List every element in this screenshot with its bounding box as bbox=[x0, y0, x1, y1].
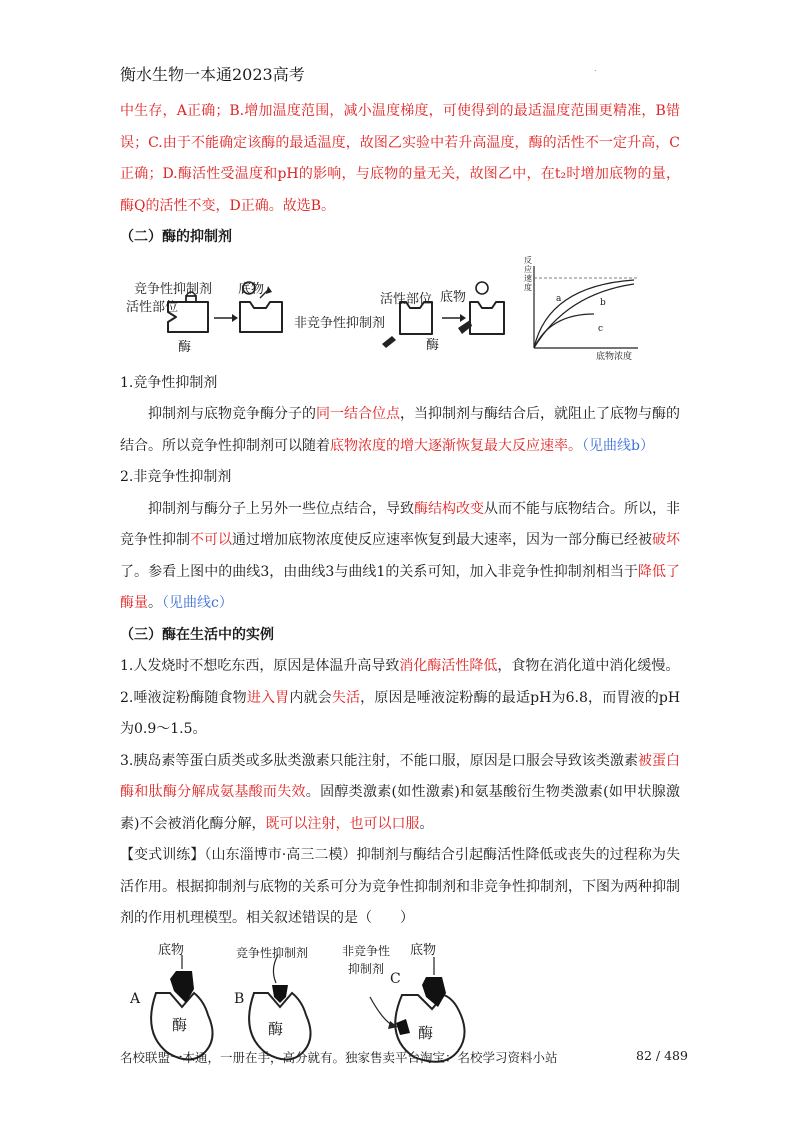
fig2-competitive: 竞争性抑制剂 bbox=[236, 945, 309, 960]
example-3: 3.胰岛素等蛋白质类或多肽类激素只能注射，不能口服，原因是口服会导致该类激素被蛋白酶和肽酶分解成氨基酸而失效。固醇类激素(如性激素)和氨基酸衍生物类激素(如甲状腺激素)不会被消化酶分解，既可以注射，也可以口服。 bbox=[120, 752, 681, 832]
graph-curve-b-label: b bbox=[600, 297, 606, 308]
intro-paragraph: 中生存，A正确；B.增加温度范围，减小温度梯度，可使得到的最适温度范围更精准，B错误；C.由于不能确定该酶的最适温度，故图乙实验中若升高温度，酶的活性不一定升高，C正确；D.酶活性受温度和pH的影响，与底物的量无关，故图乙中，在t₂时增加底物的量，酶Q的活性不变，D正确。故选B。 bbox=[120, 103, 680, 214]
item2-title: 2.非竞争性抑制剂 bbox=[120, 469, 232, 485]
fig2-noncompetitive-l2: 抑制剂 bbox=[348, 961, 385, 976]
noncompetitive-inhibitor-c-shape bbox=[396, 1019, 410, 1035]
graph-y-label: 反应速度 bbox=[524, 255, 532, 292]
graph-curve-a-label: a bbox=[556, 293, 562, 304]
fig1-active-site2-label: 活性部位 bbox=[380, 291, 433, 307]
inhibitor-diagram bbox=[120, 256, 680, 364]
substrate-shape-2 bbox=[476, 282, 488, 294]
example-2: 2.唾液淀粉酶随食物进入胃内就会失活，原因是唾液淀粉酶的最适pH为6.8，而胃液的pH为0.9～1.5。 bbox=[120, 689, 681, 737]
fig1-enzyme-label: 酶 bbox=[178, 339, 192, 355]
fig2-noncompetitive-l1: 非竞争性 bbox=[342, 943, 391, 958]
fig2-enzyme-a: 酶 bbox=[172, 1015, 188, 1034]
graph-x-label: 底物浓度 bbox=[596, 351, 633, 362]
section2-heading: （二）酶的抑制剂 bbox=[120, 229, 232, 245]
item1-paragraph: 抑制剂与底物竞争酶分子的同一结合位点，当抑制剂与酶结合后，就阻止了底物与酶的结合。所以竞争性抑制剂可以随着底物浓度的增大逐渐恢复最大反应速率。（见曲线b） bbox=[120, 406, 680, 454]
enzyme-shape-2 bbox=[240, 302, 282, 332]
page-number: 82 / 489 bbox=[636, 1048, 688, 1063]
section3-heading: （三）酶在生活中的实例 bbox=[120, 626, 274, 643]
fig1-noncompetitive-label: 非竞争性抑制剂 bbox=[294, 315, 386, 331]
fig1-competitive-label: 竞争性抑制剂 bbox=[134, 281, 213, 297]
header-dot: . bbox=[594, 64, 597, 73]
page-header: 衡水生物一本通2023高考 bbox=[120, 65, 305, 84]
fig1-enzyme2-label: 酶 bbox=[426, 337, 440, 353]
enzyme-shape-4 bbox=[470, 302, 504, 334]
noncompetitive-inhibitor-shape bbox=[382, 336, 396, 348]
inhibitor-figure bbox=[120, 256, 680, 364]
page-footer: 名校联盟一本通，一册在手，高分就有。独家售卖平台淘宝：名校学习资料小站 bbox=[120, 1050, 558, 1065]
fig2-enzyme-c: 酶 bbox=[418, 1023, 434, 1042]
curve-c-path bbox=[534, 314, 594, 348]
exercise-paragraph: 【变式训练】（山东淄博市·高三二模）抑制剂与酶结合引起酶活性降低或丧失的过程称为失活作用。根据抑制剂与底物的关系可分为竞争性抑制剂和非竞争性抑制剂，下图为两种抑制剂的作用机理模型。相关叙述错误的是（ ） bbox=[120, 847, 680, 926]
item1-title: 1.竞争性抑制剂 bbox=[120, 374, 218, 391]
fig1-active-site-label: 活性部位 bbox=[126, 299, 179, 315]
main-content bbox=[120, 96, 680, 1071]
fig2-substrate-a: 底物 bbox=[158, 942, 185, 958]
fig2-substrate-c: 底物 bbox=[410, 942, 437, 958]
fig2-label-a: A bbox=[130, 990, 141, 1007]
fig2-label-b: B bbox=[234, 990, 245, 1007]
item2-paragraph: 抑制剂与酶分子上另外一些位点结合，导致酶结构改变从而不能与底物结合。所以，非竞争性抑制不可以通过增加底物浓度使反应速率恢复到最大速率，因为一部分酶已经被破坏了。参看上图中的曲线3，由曲线3与曲线1的关系可知，加入非竞争性抑制剂相当于降低了酶量。（见曲线c） bbox=[120, 500, 680, 611]
fig2-enzyme-b: 酶 bbox=[268, 1019, 284, 1038]
fig2-label-c: C bbox=[390, 970, 401, 987]
fig1-substrate-label: 底物 bbox=[238, 281, 265, 297]
fig1-substrate2-label: 底物 bbox=[440, 289, 467, 305]
graph-curve-c-label: c bbox=[598, 323, 604, 334]
example-1: 1.人发烧时不想吃东西，原因是体温升高导致消化酶活性降低，食物在消化道中消化缓慢。 bbox=[120, 658, 680, 674]
